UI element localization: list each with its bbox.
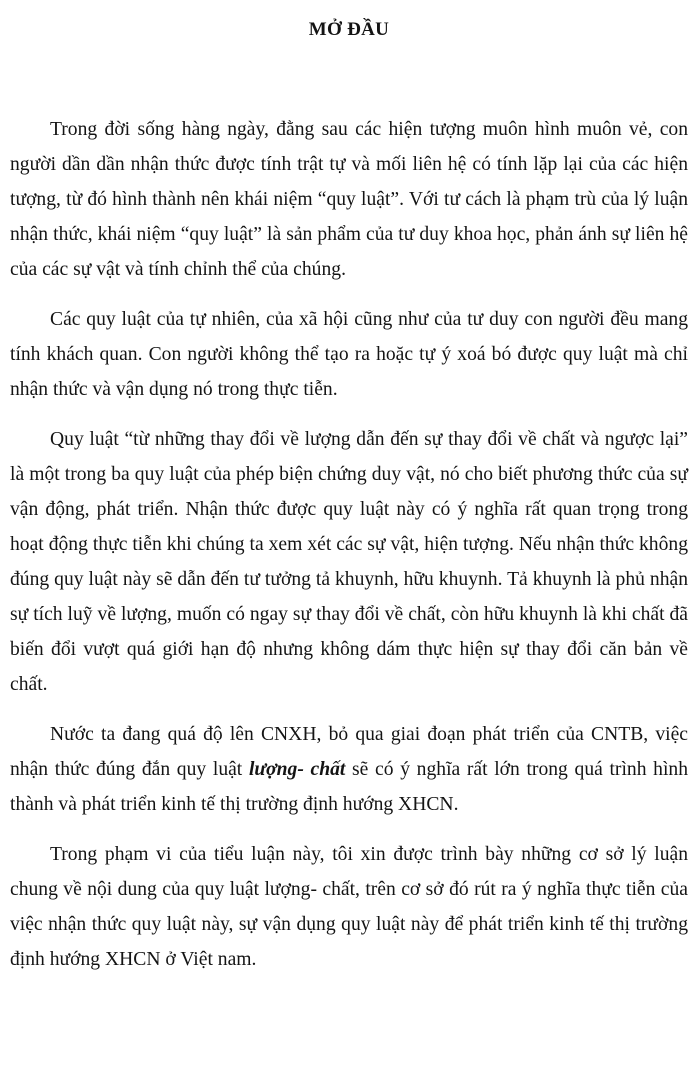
emphasized-term: lượng- chất (248, 759, 346, 780)
paragraph-4-text-after: sẽ có ý nghĩa rất lớn trong quá trình hình thành và phát triển kinh tế thị trường định hướng XHCN. (10, 759, 688, 815)
paragraph-5: Trong phạm vi của tiểu luận này, tôi xin được trình bày những cơ sở lý luận chung về nội dung của quy luật lượng- chất, trên cơ sở đó rút ra ý nghĩa thực tiễn của việc nhận thức quy luật này, sự vận dụng quy luật này để phát triển kinh tế thị trường định hướng XHCN ở Việt nam. (10, 844, 688, 970)
document-body (10, 112, 688, 977)
paragraph-4 (10, 717, 688, 822)
paragraph-2: Các quy luật của tự nhiên, của xã hội cũng như của tư duy con người đều mang tính khách quan. Con người không thể tạo ra hoặc tự ý xoá bó được quy luật mà chỉ nhận thức và vận dụng nó trong thực tiễn. (10, 309, 688, 400)
paragraph-4-text-before: Nước ta đang quá độ lên CNXH, bỏ qua giai đoạn phát triển của CNTB, việc nhận thức đúng đắn quy luật (10, 724, 688, 780)
paragraph-3: Quy luật “từ những thay đổi về lượng dẫn đến sự thay đổi về chất và ngược lại” là một trong ba quy luật của phép biện chứng duy vật, nó cho biết phương thức của sự vận động, phát triển. Nhận thức được quy luật này có ý nghĩa rất quan trọng trong hoạt động thực tiễn khi chúng ta xem xét các sự vật, hiện tượng. Nếu nhận thức không đúng quy luật này sẽ dẫn đến tư tưởng tả khuynh, hữu khuynh. Tả khuynh là phủ nhận sự tích luỹ về lượng, muốn có ngay sự thay đổi về chất, còn hữu khuynh là khi chất đã biến đổi vượt quá giới hạn độ nhưng không dám thực hiện sự thay đổi căn bản về chất. (10, 429, 688, 695)
paragraph-1: Trong đời sống hàng ngày, đằng sau các hiện tượng muôn hình muôn vẻ, con người dần dần nhận thức được tính trật tự và mối liên hệ có tính lặp lại của các hiện tượng, từ đó hình thành nên khái niệm “quy luật”. Với tư cách là phạm trù của lý luận nhận thức, khái niệm “quy luật” là sản phẩm của tư duy khoa học, phản ánh sự liên hệ của các sự vật và tính chỉnh thể của chúng. (10, 119, 688, 280)
page-title: MỞ ĐẦU (308, 19, 390, 40)
